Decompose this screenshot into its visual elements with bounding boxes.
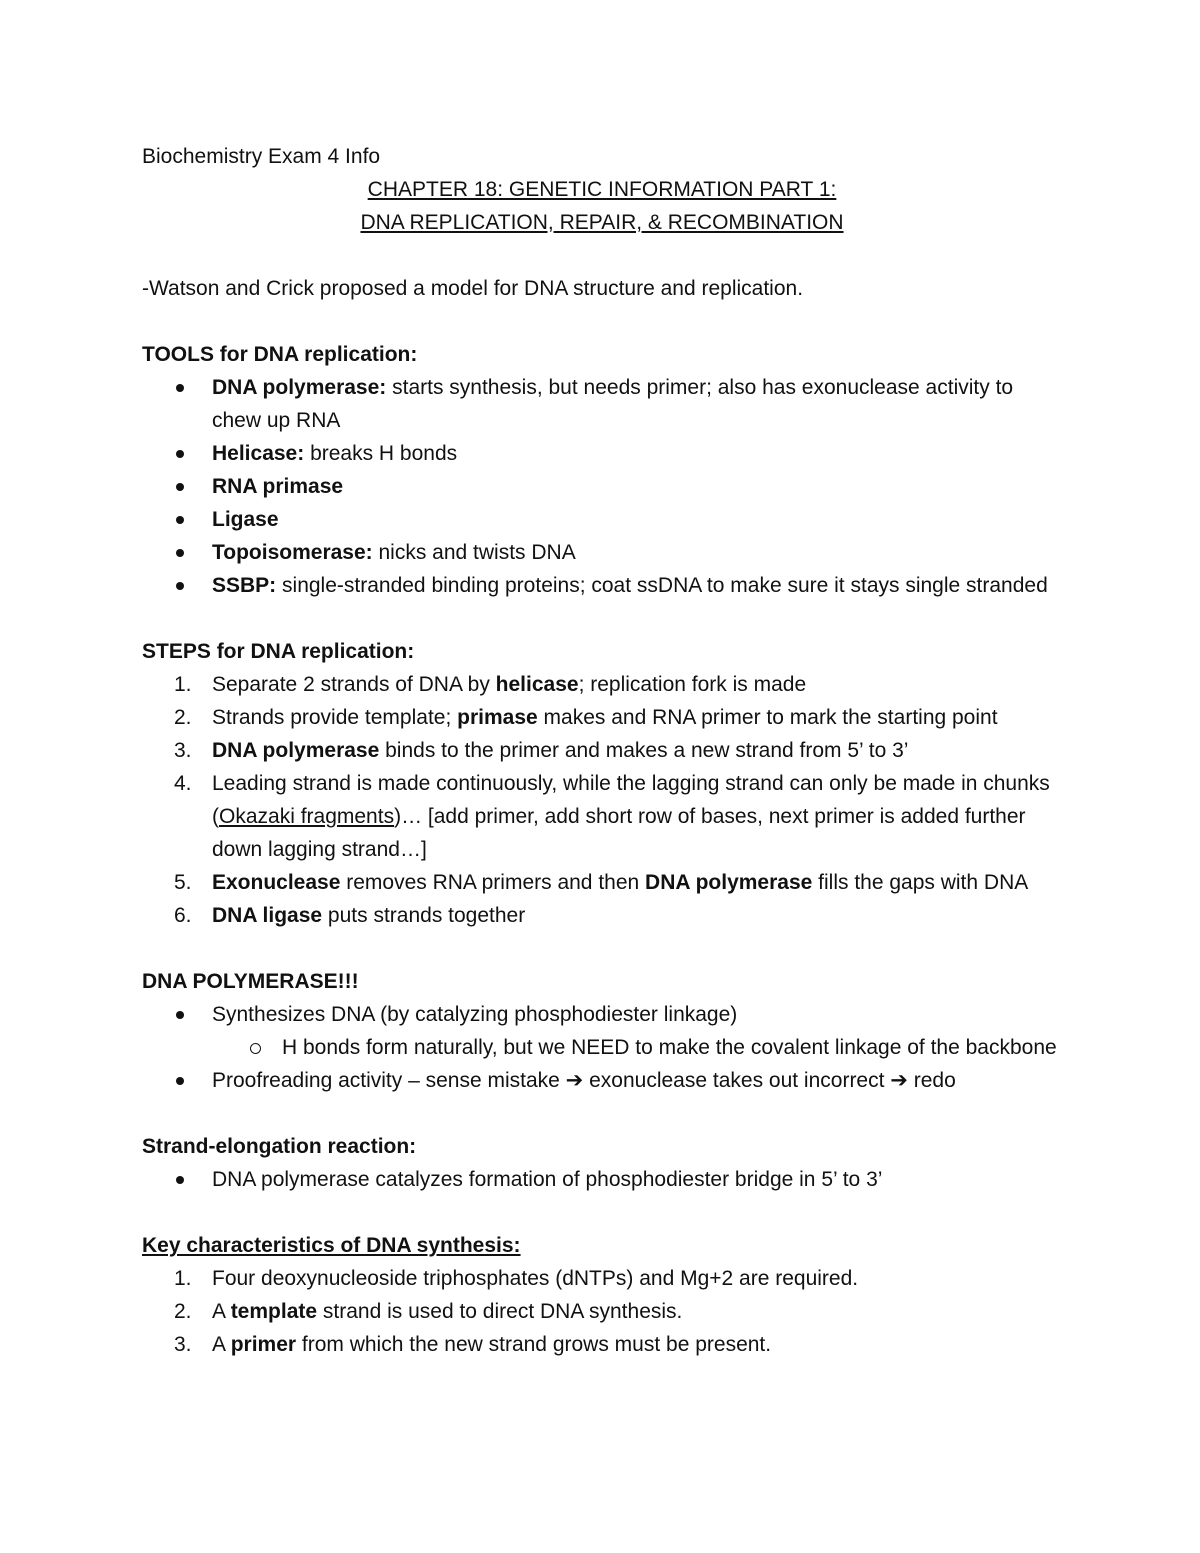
chapter-title-line-1: CHAPTER 18: GENETIC INFORMATION PART 1: <box>367 178 837 201</box>
document-content <box>142 140 1062 1361</box>
elongation-list <box>142 1163 1062 1196</box>
polymerase-heading: DNA POLYMERASE!!! <box>142 970 359 993</box>
bullet-icon <box>176 1176 184 1184</box>
key-heading: Key characteristics of DNA synthesis: <box>142 1234 521 1257</box>
arrow-right-icon: ➔ <box>565 1069 584 1092</box>
step-item: 5. Exonuclease removes RNA primers and then DNA polymerase fills the gaps with DNA <box>174 871 1029 894</box>
steps-heading: STEPS for DNA replication: <box>142 640 415 663</box>
bullet-icon <box>176 516 184 524</box>
okazaki-fragments-term: Okazaki fragments <box>219 805 395 828</box>
key-item: 2. A template strand is used to direct DNA synthesis. <box>174 1300 683 1323</box>
polymerase-item-proofreading: Proofreading activity – sense mistake ➔ exonuclease takes out incorrect ➔ redo <box>142 1064 1062 1097</box>
tools-item-dna-polymerase: DNA polymerase: starts synthesis, but needs primer; also has exonuclease activity to chew up RNA <box>142 371 1062 437</box>
key-item: 3. A primer from which the new strand grows must be present. <box>174 1333 772 1356</box>
tools-item-topoisomerase: Topoisomerase: nicks and twists DNA <box>142 536 1062 569</box>
polymerase-subitem-h-bonds: H bonds form naturally, but we NEED to make the covalent linkage of the backbone <box>142 1031 1062 1064</box>
steps-list <box>142 668 1062 932</box>
polymerase-item-synthesizes: Synthesizes DNA (by catalyzing phosphodiester linkage) <box>142 998 1062 1031</box>
key-list <box>142 1262 1062 1361</box>
elongation-item: DNA polymerase catalyzes formation of phosphodiester bridge in 5’ to 3’ <box>142 1163 1062 1196</box>
bullet-icon <box>176 1077 184 1085</box>
hollow-bullet-icon <box>250 1043 261 1054</box>
step-item: 1. Separate 2 strands of DNA by helicase; replication fork is made <box>174 673 807 696</box>
doc-title: Biochemistry Exam 4 Info <box>142 145 381 168</box>
tools-heading: TOOLS for DNA replication: <box>142 343 418 366</box>
tools-item-helicase: Helicase: breaks H bonds <box>142 437 1062 470</box>
bullet-icon <box>176 549 184 557</box>
step-item: 3. DNA polymerase binds to the primer and makes a new strand from 5’ to 3’ <box>174 739 909 762</box>
tools-item-ligase: Ligase <box>142 503 1062 536</box>
bullet-icon <box>176 1011 184 1019</box>
step-item: 4. Leading strand is made continuously, while the lagging strand can only be made in chunks (Okazaki fragments)… [add primer, add short row of bases, next primer is added further down lagging strand…] <box>174 772 1050 861</box>
chapter-title-line-2: DNA REPLICATION, REPAIR, & RECOMBINATION <box>360 211 844 234</box>
elongation-heading: Strand-elongation reaction: <box>142 1135 417 1158</box>
arrow-right-icon: ➔ <box>890 1069 908 1092</box>
bullet-icon <box>176 483 184 491</box>
key-item: 1. Four deoxynucleoside triphosphates (dNTPs) and Mg+2 are required. <box>174 1267 859 1290</box>
bullet-icon <box>176 582 184 590</box>
tools-item-rna-primase: RNA primase <box>142 470 1062 503</box>
polymerase-list <box>142 998 1062 1097</box>
intro-text: -Watson and Crick proposed a model for DNA structure and replication. <box>142 277 804 300</box>
step-item: 2. Strands provide template; primase makes and RNA primer to mark the starting point <box>174 706 998 729</box>
bullet-icon <box>176 450 184 458</box>
tools-item-ssbp: SSBP: single-stranded binding proteins; coat ssDNA to make sure it stays single stranded <box>142 569 1062 602</box>
tools-list <box>142 371 1062 602</box>
bullet-icon <box>176 384 184 392</box>
step-item: 6. DNA ligase puts strands together <box>174 904 526 927</box>
